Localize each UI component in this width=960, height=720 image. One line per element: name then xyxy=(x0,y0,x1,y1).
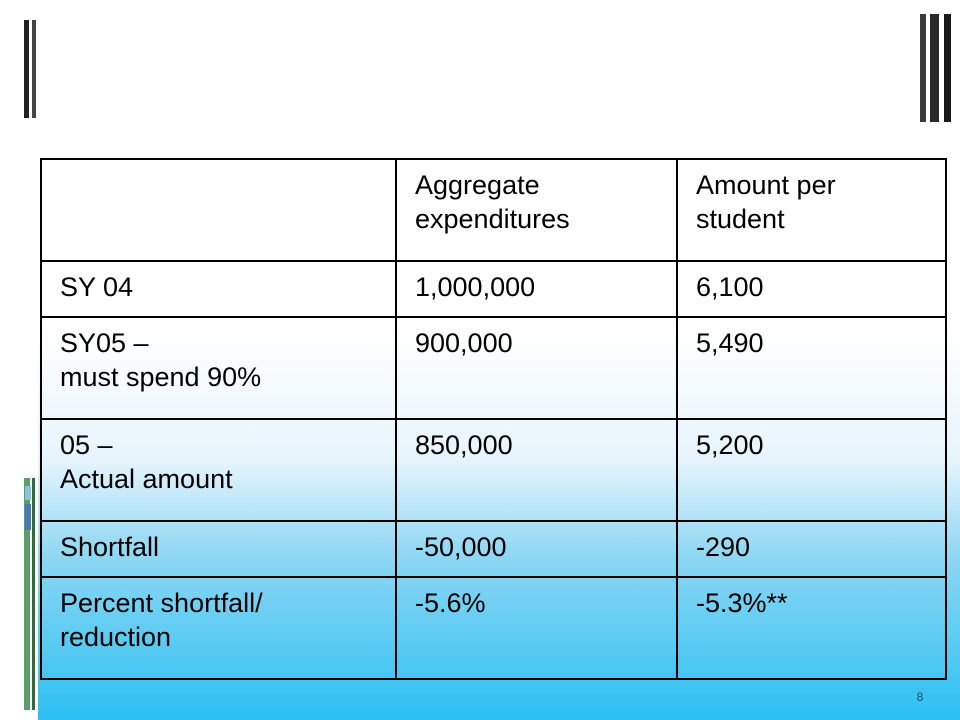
row-label: Shortfall xyxy=(41,521,396,577)
decor-bar xyxy=(32,20,36,118)
table-cell: 5,200 xyxy=(677,419,946,521)
table-row xyxy=(41,317,946,419)
table-row xyxy=(41,419,946,521)
table-cell: -5.6% xyxy=(396,577,677,679)
decor-bar xyxy=(944,14,951,122)
table-cell: 6,100 xyxy=(677,261,946,317)
decor-bar xyxy=(25,486,31,500)
row-label: SY 04 xyxy=(41,261,396,317)
table-header-cell: Aggregate expenditures xyxy=(396,159,677,261)
table-row xyxy=(41,521,946,577)
decor-bar xyxy=(24,20,29,118)
table-cell: -290 xyxy=(677,521,946,577)
row-label: Percent shortfall/ reduction xyxy=(41,577,396,679)
decor-bar xyxy=(930,14,939,122)
table-row xyxy=(41,577,946,679)
table-cell: 850,000 xyxy=(396,419,677,521)
table-cell: -5.3%** xyxy=(677,577,946,679)
table-cell: 5,490 xyxy=(677,317,946,419)
decor-bar xyxy=(25,504,31,530)
data-table xyxy=(40,158,947,680)
table-cell: -50,000 xyxy=(396,521,677,577)
table-header-cell xyxy=(41,159,396,261)
decor-bar xyxy=(920,14,926,122)
row-label: SY05 – must spend 90% xyxy=(41,317,396,419)
table-header-cell: Amount per student xyxy=(677,159,946,261)
table-header-row xyxy=(41,159,946,261)
table-cell: 900,000 xyxy=(396,317,677,419)
page-number: 8 xyxy=(916,690,924,704)
decor-bar xyxy=(32,478,35,710)
table-cell: 1,000,000 xyxy=(396,261,677,317)
row-label: 05 – Actual amount xyxy=(41,419,396,521)
table-row xyxy=(41,261,946,317)
